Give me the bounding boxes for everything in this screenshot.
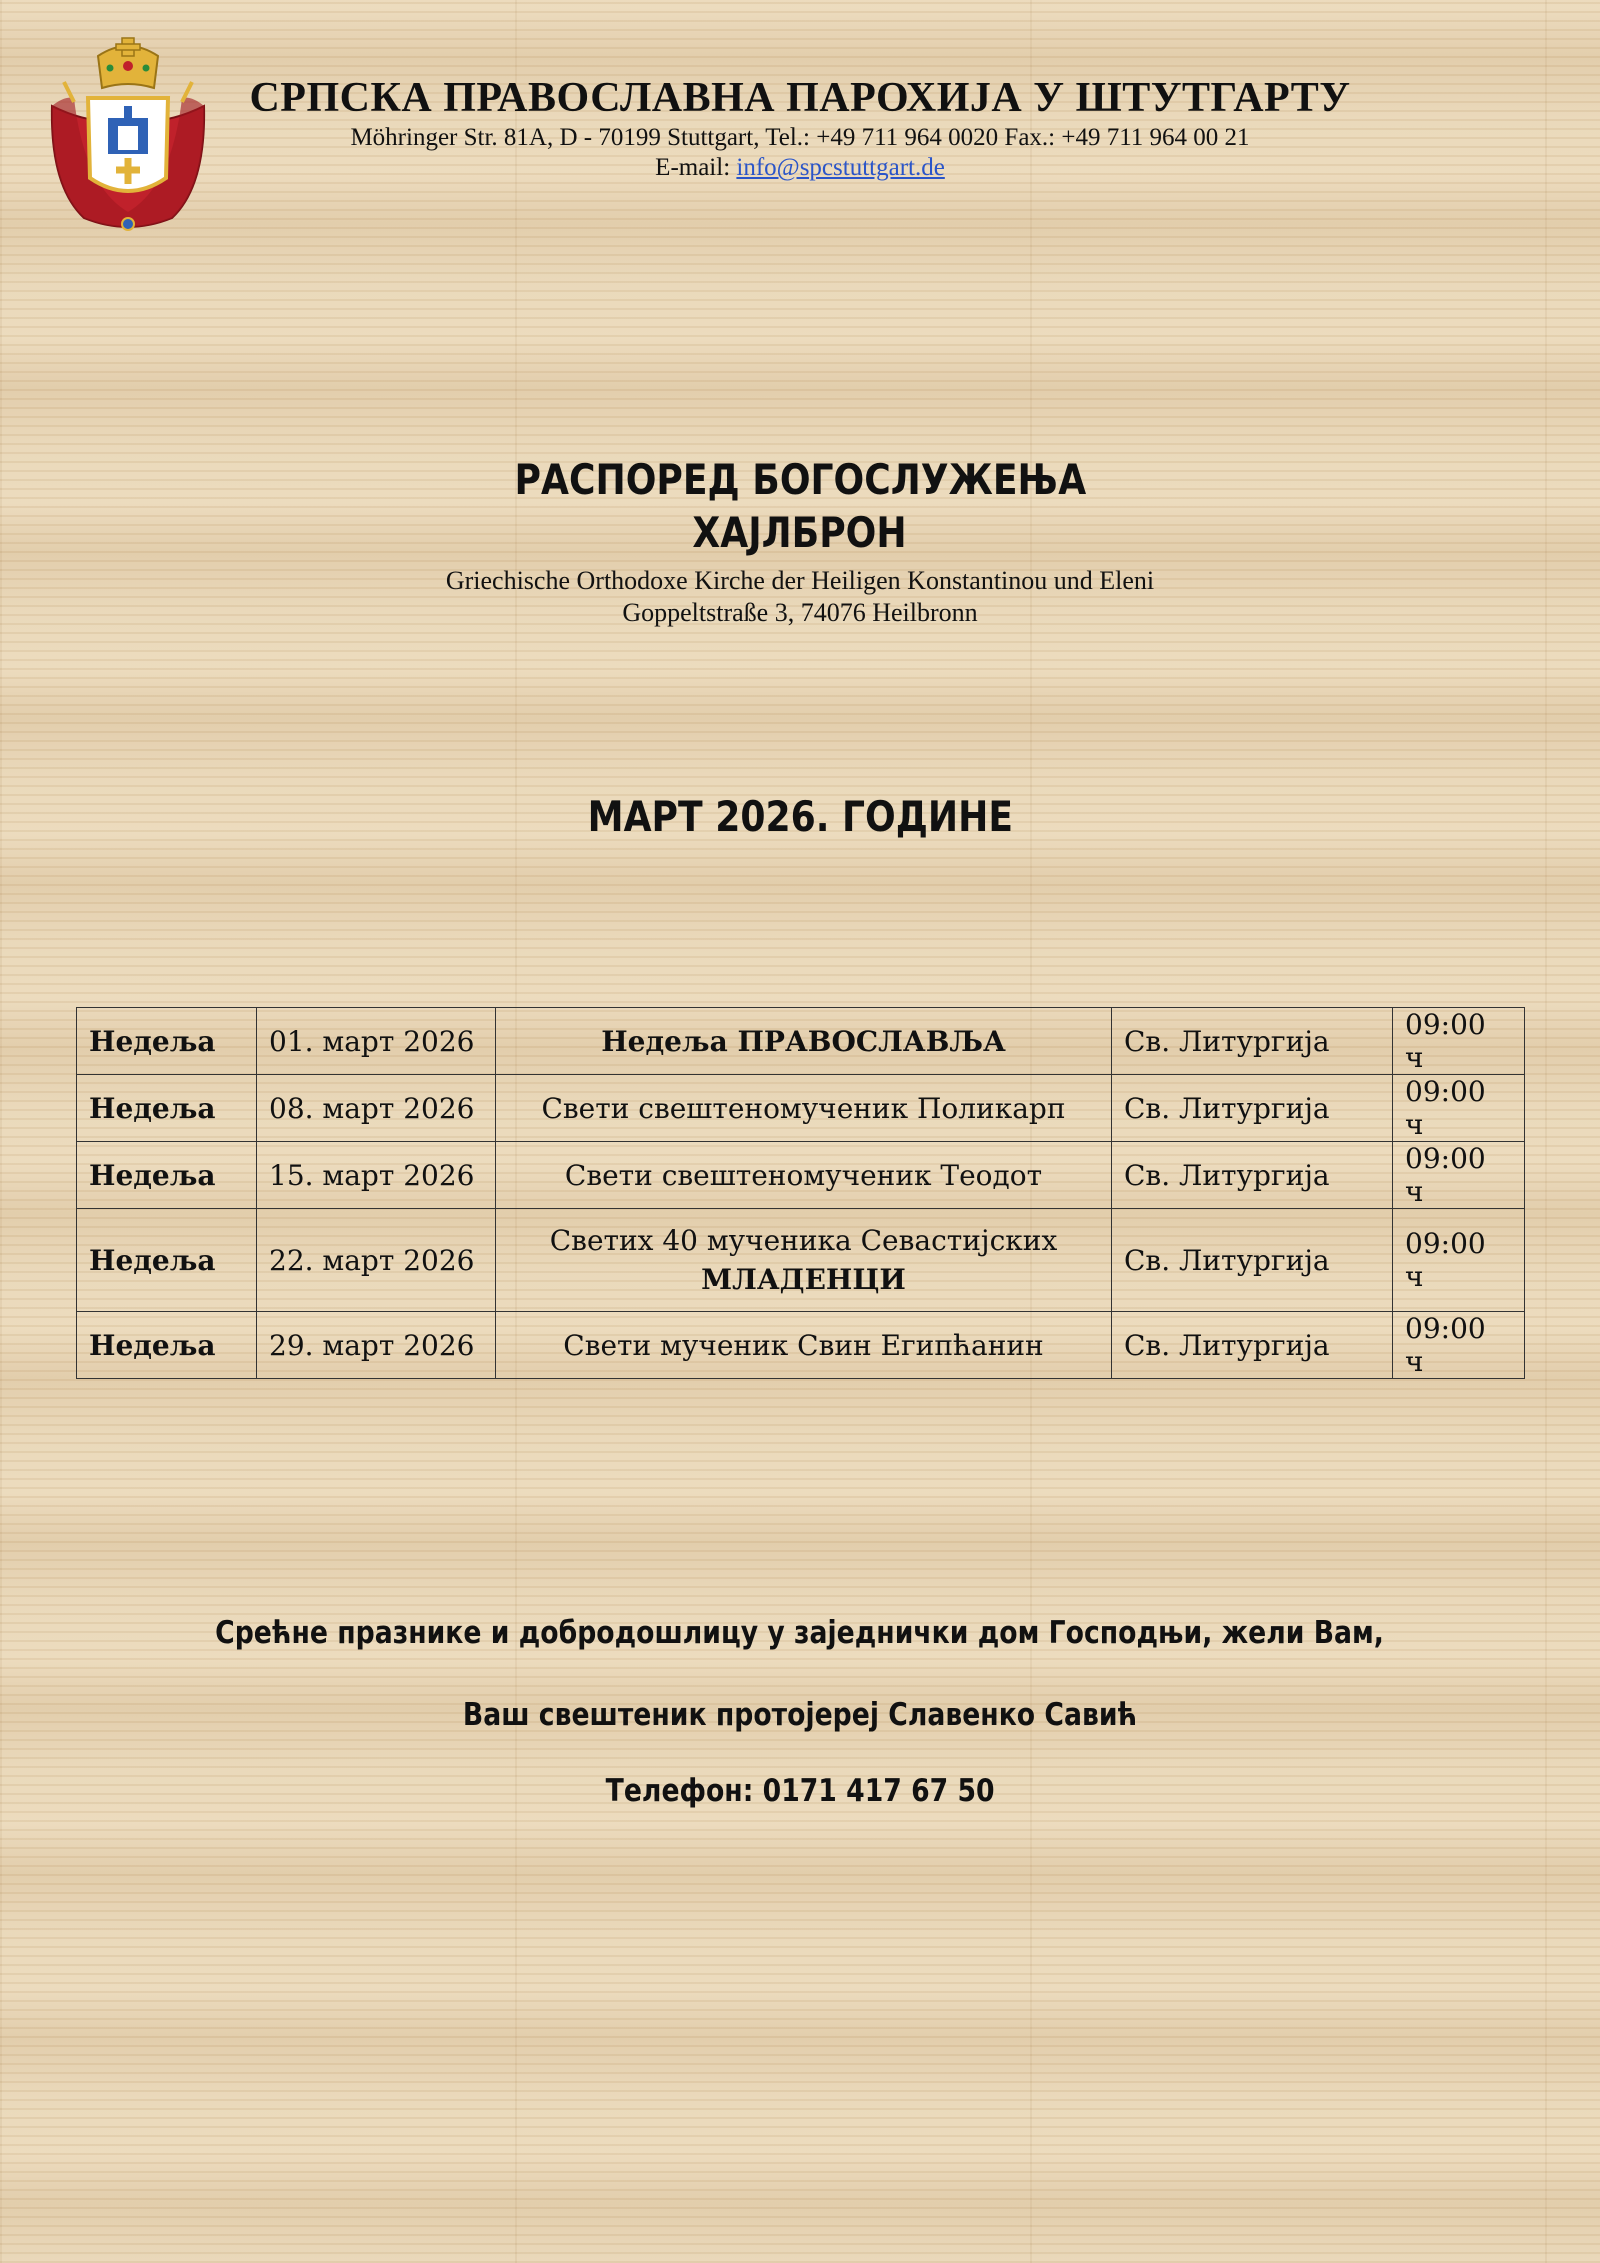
church-address: Goppeltstraße 3, 74076 Heilbronn bbox=[622, 598, 978, 627]
time-cell: 09:00 ч bbox=[1393, 1312, 1525, 1379]
table-row bbox=[77, 1075, 1525, 1142]
feast-cell: Свети мученик Свин Египћанин bbox=[496, 1312, 1112, 1379]
parish-email-line bbox=[180, 154, 1420, 182]
table-row bbox=[77, 1008, 1525, 1075]
letterhead bbox=[0, 0, 1600, 250]
priest-signature: Ваш свештеник протојереј Славенко Савић bbox=[462, 1697, 1138, 1733]
service-cell: Св. Литургија bbox=[1112, 1008, 1393, 1075]
time-cell: 09:00 ч bbox=[1393, 1142, 1525, 1209]
day-cell: Недеља bbox=[77, 1312, 257, 1379]
feast-cell: Недеља ПРАВОСЛАВЉА bbox=[496, 1008, 1112, 1075]
service-cell: Св. Литургија bbox=[1112, 1142, 1393, 1209]
date-cell: 22. март 2026 bbox=[257, 1209, 496, 1312]
feast-highlight: МЛАДЕНЦИ bbox=[701, 1263, 906, 1296]
email-link[interactable]: info@spcstuttgart.de bbox=[736, 154, 945, 181]
parish-address: Möhringer Str. 81A, D - 70199 Stuttgart, Tel.: +49 711 964 0020 Fax.: +49 711 964 00 21 bbox=[350, 124, 1250, 151]
email-label: E-mail: bbox=[655, 154, 731, 181]
month-heading: МАРТ 2026. ГОДИНЕ bbox=[587, 792, 1013, 841]
church-name: Griechische Orthodoxe Kirche der Heiligen Konstantinou und Eleni bbox=[445, 566, 1155, 595]
day-cell: Недеља bbox=[77, 1209, 257, 1312]
service-cell: Св. Литургија bbox=[1112, 1209, 1393, 1312]
feast-line: Светих 40 мученика Севастијских bbox=[549, 1224, 1058, 1257]
feast-cell: Свети свештеномученик Поликарп bbox=[496, 1075, 1112, 1142]
service-cell: Св. Литургија bbox=[1112, 1075, 1393, 1142]
date-cell: 01. март 2026 bbox=[257, 1008, 496, 1075]
date-cell: 15. март 2026 bbox=[257, 1142, 496, 1209]
feast-cell: Свети свештеномученик Теодот bbox=[496, 1142, 1112, 1209]
schedule-title: РАСПОРЕД БОГОСЛУЖЕЊА bbox=[514, 455, 1086, 504]
time-cell: 09:00 ч bbox=[1393, 1075, 1525, 1142]
table-row bbox=[77, 1312, 1525, 1379]
greeting-line: Срећне празнике и добродошлицу у заједнички дом Господњи, жели Вам, bbox=[215, 1615, 1385, 1651]
phone-line: Телефон: 0171 417 67 50 bbox=[605, 1773, 995, 1809]
table-row bbox=[77, 1142, 1525, 1209]
day-cell: Недеља bbox=[77, 1008, 257, 1075]
time-cell: 09:00 ч bbox=[1393, 1008, 1525, 1075]
date-cell: 08. март 2026 bbox=[257, 1075, 496, 1142]
day-cell: Недеља bbox=[77, 1075, 257, 1142]
day-cell: Недеља bbox=[77, 1142, 257, 1209]
service-cell: Св. Литургија bbox=[1112, 1312, 1393, 1379]
feast-cell bbox=[496, 1209, 1112, 1312]
parish-title: СРПСКА ПРАВОСЛАВНА ПАРОХИЈА У ШТУТГАРТУ bbox=[249, 75, 1351, 121]
date-cell: 29. март 2026 bbox=[257, 1312, 496, 1379]
service-schedule-table bbox=[76, 1007, 1525, 1379]
time-cell: 09:00 ч bbox=[1393, 1209, 1525, 1312]
table-row bbox=[77, 1209, 1525, 1312]
schedule-city: ХАЈЛБРОН bbox=[692, 508, 908, 557]
